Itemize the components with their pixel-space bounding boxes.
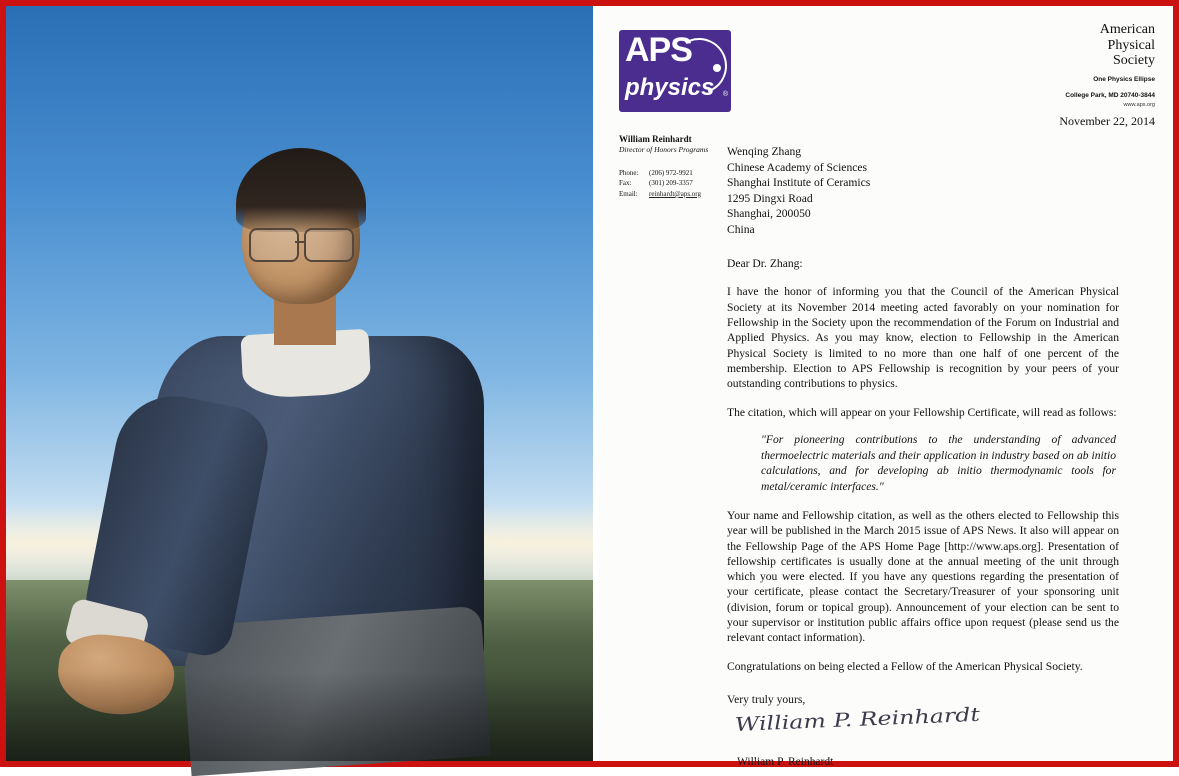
addressee-line: Shanghai, 200050 — [727, 207, 811, 221]
body-paragraph-3: Your name and Fellowship citation, as well as the others elected to Fellowship this year will be published in the March 2015 issue of APS News. It also will appear on the Fellowship Page of the APS Home Page [http://www.aps.org]. Presentation of fellowship certificates is usually done at the annual meeting of the unit through which you were elected. If you have any questions regarding the presentation of your certificate, please contact the Secretary/Treasurer of your sponsoring unit (division, forum or topical group). Announcement of your election can be sent to your supervisor or institution public affairs office upon request (please send us the relevant contact information). — [727, 508, 1119, 645]
signature-printed-name: William P. Reinhardt — [737, 756, 834, 769]
aps-fellowship-letter — [599, 6, 1173, 769]
photo-bottom-shadow — [6, 671, 593, 761]
addressee-line: Shanghai Institute of Ceramics — [727, 176, 871, 190]
sender-fax-value: (301) 209-3357 — [649, 179, 693, 188]
letter-date: November 22, 2014 — [1059, 114, 1155, 128]
org-website: www.aps.org — [1123, 101, 1155, 108]
addressee-line: China — [727, 222, 755, 236]
logo-aps-text: APS — [625, 31, 692, 69]
org-name-line2: Physical — [1107, 37, 1155, 53]
sender-email-value[interactable]: reinhardt@aps.org — [649, 189, 701, 198]
logo-physics-text: physics — [625, 74, 715, 101]
addressee-block — [727, 144, 1119, 237]
person-figure — [6, 6, 593, 761]
closing-line: Very truly yours, — [727, 692, 806, 706]
addressee-line: Chinese Academy of Sciences — [727, 160, 868, 174]
sender-phone-label: Phone: — [619, 168, 639, 177]
org-address-line2: College Park, MD 20740-3844 — [1065, 91, 1155, 99]
body-paragraph-1: I have the honor of informing you that the Council of the American Physical Society at its November 2014 meeting acted favorably on your nomination for Fellowship in the Society upon the recommendation of the Forum on Industrial and Applied Physics. As you may know, election to Fellowship in the American Physical Society is limited to no more than one half of one percent of the membership. Election to APS Fellowship is recognition by your peers of your outstanding contributions to physics. — [727, 285, 1119, 391]
addressee-line: 1295 Dingxi Road — [727, 191, 813, 205]
sender-fax-label: Fax: — [619, 179, 632, 188]
sender-phone-value: (206) 972-9921 — [649, 168, 693, 177]
sender-title: Director of Honors Programs — [619, 144, 709, 154]
sender-name: William Reinhardt — [619, 134, 692, 144]
org-name-line1: American — [1099, 22, 1155, 37]
addressee-line: Wenqing Zhang — [727, 145, 802, 158]
glasses-left-lens — [249, 228, 299, 262]
letter-body — [727, 144, 1119, 770]
body-paragraph-4: Congratulations on being elected a Fellow of the American Physical Society. — [727, 659, 1083, 673]
glasses-right-lens — [304, 228, 354, 262]
body-paragraph-2: The citation, which will appear on your Fellowship Certificate, will read as follows: — [727, 405, 1117, 419]
hair — [236, 148, 366, 232]
organization-block — [1065, 22, 1155, 108]
letterhead — [619, 16, 1155, 124]
glasses-bridge — [295, 241, 304, 243]
signature-block — [727, 703, 1119, 753]
portrait-photo — [6, 6, 593, 761]
handwritten-signature: William P. Reinhardt — [734, 703, 981, 737]
sender-email-label: Email: — [619, 189, 638, 198]
org-name-line3: Society — [1113, 53, 1155, 69]
org-address-line1: One Physics Ellipse — [1093, 76, 1155, 84]
salutation: Dear Dr. Zhang: — [727, 257, 803, 271]
aps-logo-icon — [619, 30, 731, 112]
logo-dot-icon — [713, 64, 721, 72]
fellowship-citation: "For pioneering contributions to the understanding of advanced thermoelectric materials and their application in industry based on ab initio calculations, and for developing ab initio thermodynamic tools for metal/ceramic interfaces." — [761, 432, 1116, 494]
logo-registered-mark: ® — [722, 91, 728, 98]
